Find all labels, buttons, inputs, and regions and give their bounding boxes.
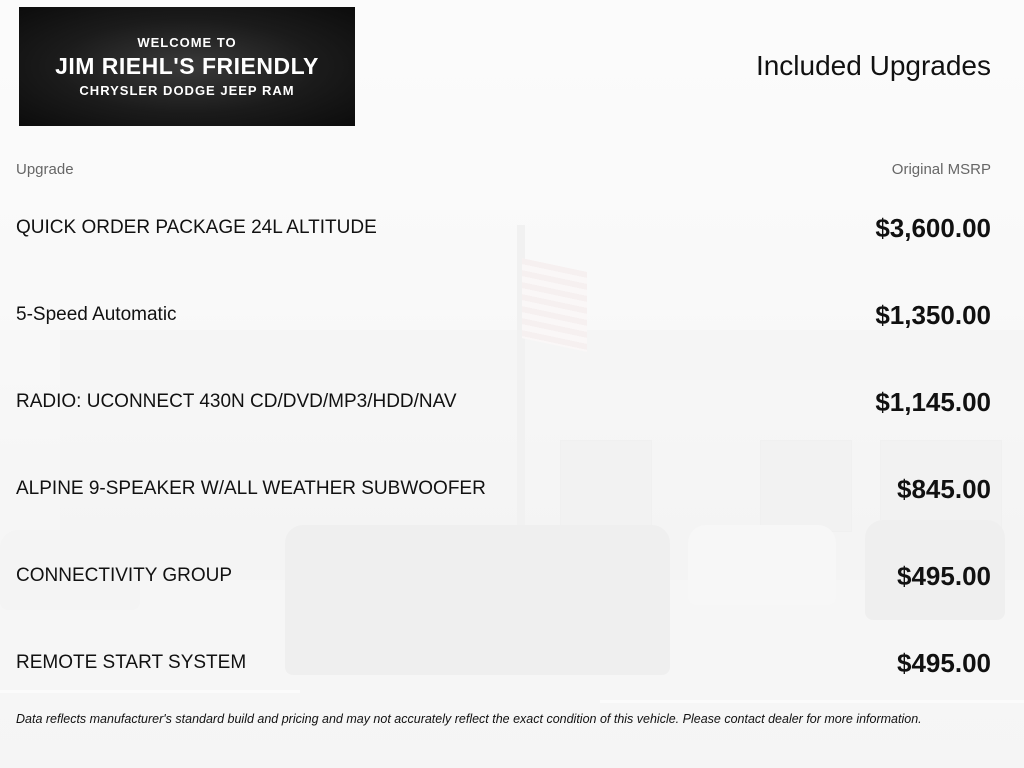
upgrade-name: CONNECTIVITY GROUP bbox=[16, 565, 233, 586]
upgrade-name: 5-Speed Automatic bbox=[16, 304, 177, 325]
upgrade-name: QUICK ORDER PACKAGE 24L ALTITUDE bbox=[16, 217, 377, 238]
disclaimer-footnote: Data reflects manufacturer's standard build and pricing and may not accurately reflect the exact condition of this vehicle. Please contact dealer for more information. bbox=[16, 712, 922, 726]
upgrade-row bbox=[16, 382, 991, 422]
upgrade-row bbox=[16, 469, 991, 509]
logo-brands: CHRYSLER DODGE JEEP RAM bbox=[79, 83, 295, 98]
upgrade-row bbox=[16, 643, 991, 683]
upgrade-price: $3,600.00 bbox=[875, 212, 991, 243]
upgrade-price: $495.00 bbox=[897, 647, 991, 678]
upgrade-row bbox=[16, 208, 991, 248]
page-title: Included Upgrades bbox=[755, 50, 991, 81]
logo-dealer-name: JIM RIEHL'S FRIENDLY bbox=[55, 53, 319, 79]
upgrade-price: $495.00 bbox=[897, 560, 991, 591]
column-header-upgrade: Upgrade bbox=[16, 161, 74, 178]
upgrade-price: $1,350.00 bbox=[875, 299, 991, 330]
column-header-msrp: Original MSRP bbox=[891, 161, 991, 178]
upgrade-name: REMOTE START SYSTEM bbox=[16, 652, 247, 673]
upgrade-price: $845.00 bbox=[897, 473, 991, 504]
logo-welcome-text: WELCOME TO bbox=[137, 35, 237, 50]
upgrade-price: $1,145.00 bbox=[875, 386, 991, 417]
upgrade-name: RADIO: UCONNECT 430N CD/DVD/MP3/HDD/NAV bbox=[16, 391, 457, 412]
upgrade-row bbox=[16, 556, 991, 596]
upgrade-name: ALPINE 9-SPEAKER W/ALL WEATHER SUBWOOFER bbox=[16, 478, 486, 499]
upgrade-row bbox=[16, 295, 991, 335]
dealer-logo bbox=[19, 7, 355, 126]
